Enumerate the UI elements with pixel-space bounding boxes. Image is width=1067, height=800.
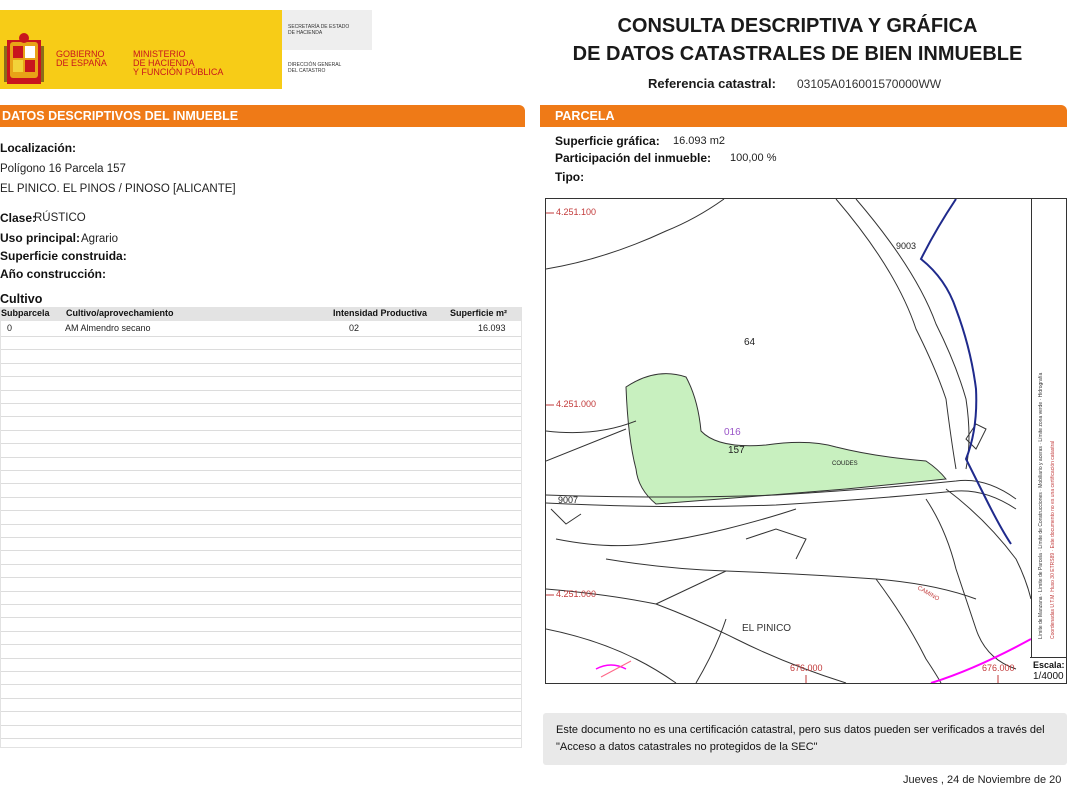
disclaimer-text: Este documento no es una certificación catastral, pero sus datos pueden ser verificados a través del "Acceso a datos catastrales no protegidos de la SEC" — [556, 724, 1045, 753]
label-camino: CAMINO — [916, 585, 940, 603]
ministry-label: MINISTERIO DE HACIENDA Y FUNCIÓN PÚBLICA — [133, 49, 224, 77]
participacion-label: Participación del inmueble: — [555, 151, 712, 165]
cell-cultivo: AM Almendro secano — [65, 323, 151, 333]
table-row-line — [1, 497, 521, 498]
table-row-line — [1, 349, 521, 350]
ref-catastral-value: 03105A016001570000WW — [797, 77, 942, 91]
col-subparcela: Subparcela — [1, 308, 50, 318]
scale-box — [1030, 657, 1067, 684]
label-coudes: COUDES — [832, 461, 858, 467]
footer-date: Jueves , 24 de Noviembre de 20 — [903, 774, 1062, 786]
label-9007: 9007 — [558, 495, 579, 505]
table-row-line — [1, 577, 521, 578]
legend-item: Límite de Parcela — [1038, 553, 1044, 593]
sup-grafica-value: 16.093 m2 — [673, 135, 725, 147]
map-legend: Límite de Manzana · Límite de Parcela · Límite de Construcciones · Mobiliario y aceras · Límite zona verde · Hidrografía Coordenadas U.T.M. Huso 30 ETRS89 · Este documento no es una certificación catastral — [1031, 199, 1067, 683]
coord-mid: 4.251.000 — [556, 399, 597, 409]
cell-intensidad: 02 — [349, 323, 360, 333]
poligono-number: 016 — [724, 427, 741, 438]
table-row-line — [1, 711, 521, 712]
table-row-line — [1, 617, 521, 618]
table-row — [1, 323, 521, 335]
table-row-line — [1, 336, 521, 337]
localizacion-label: Localización: — [0, 141, 77, 155]
table-row-line — [1, 671, 521, 672]
label-64: 64 — [744, 337, 756, 348]
table-row-line — [1, 470, 521, 471]
table-row-line — [1, 591, 521, 592]
uso-label: Uso principal: — [0, 231, 81, 245]
direccion-label: DIRECCIÓN GENERAL DEL CATASTRO — [288, 62, 342, 74]
cell-subparcela: 0 — [7, 323, 13, 333]
localizacion-line1: Polígono 16 Parcela 157 — [0, 163, 126, 175]
table-row-line — [1, 403, 521, 404]
uso-value: Agrario — [81, 233, 119, 245]
table-row-line — [1, 698, 521, 699]
cadastral-map[interactable] — [545, 198, 1067, 684]
secretaria-label: SECRETARÍA DE ESTADO DE HACIENDA — [288, 24, 350, 36]
table-row-line — [1, 738, 521, 739]
table-row-line — [1, 376, 521, 377]
table-row-line — [1, 457, 521, 458]
table-row-line — [1, 443, 521, 444]
coord-bottom-right: 676.000 — [982, 663, 1015, 673]
legend-item: Hidrografía — [1038, 372, 1044, 398]
table-row-line — [1, 684, 521, 685]
anio-construccion-label: Año construcción: — [0, 267, 107, 281]
map-drawing — [546, 199, 1031, 683]
col-superficie: Superficie m² — [450, 308, 508, 318]
legend-disclaimer: Este documento no es una certificación catastral — [1050, 440, 1056, 549]
table-row-line — [1, 631, 521, 632]
table-row-line — [1, 524, 521, 525]
tipo-label: Tipo: — [555, 170, 585, 184]
clase-label: Clase: — [0, 211, 37, 225]
label-9003: 9003 — [896, 241, 917, 251]
legend-item: Límite zona verde — [1038, 401, 1044, 442]
scale-value: 1/4000 — [1033, 671, 1064, 682]
cultivo-table — [0, 307, 522, 748]
table-row-line — [1, 416, 521, 417]
cell-superficie: 16.093 — [478, 323, 506, 333]
table-row-line — [1, 550, 521, 551]
legend-coords: Coordenadas U.T.M. Huso 30 ETRS89 — [1050, 552, 1056, 639]
parcela-header: PARCELA — [540, 105, 1067, 127]
secretaria-box — [282, 10, 372, 89]
datos-descriptivos-header: DATOS DESCRIPTIVOS DEL INMUEBLE — [0, 105, 525, 127]
table-row-line — [1, 363, 521, 364]
participacion-value: 100,00 % — [730, 152, 777, 164]
table-row-line — [1, 604, 521, 605]
disclaimer-notice — [543, 713, 1067, 765]
coord-bottom-left: 676.000 — [790, 663, 823, 673]
table-row-line — [1, 658, 521, 659]
ref-catastral-label: Referencia catastral: — [648, 76, 776, 91]
table-row-line — [1, 564, 521, 565]
scale-label: Escala: — [1033, 660, 1065, 670]
table-row-line — [1, 725, 521, 726]
cultivo-title: Cultivo — [0, 292, 43, 306]
col-intensidad: Intensidad Productiva — [333, 308, 428, 318]
label-el-pinico: EL PINICO — [742, 623, 792, 634]
coord-top: 4.251.100 — [556, 207, 597, 217]
legend-item: Mobiliario y aceras — [1038, 446, 1044, 488]
table-row-line — [1, 483, 521, 484]
gov-label: GOBIERNO DE ESPAÑA — [56, 49, 107, 68]
coord-low: 4.251.000 — [556, 589, 597, 599]
table-row-line — [1, 510, 521, 511]
table-row-line — [1, 390, 521, 391]
parcel-number: 157 — [728, 445, 745, 456]
legend-item: Límite de Manzana — [1038, 596, 1044, 639]
government-logo — [0, 10, 282, 89]
localizacion-line2: EL PINICO. EL PINOS / PINOSO [ALICANTE] — [0, 183, 236, 195]
table-row-line — [1, 430, 521, 431]
clase-value: RÚSTICO — [34, 212, 86, 224]
superficie-construida-label: Superficie construida: — [0, 249, 127, 263]
table-row-line — [1, 537, 521, 538]
coat-of-arms-icon — [4, 32, 44, 88]
page-title: CONSULTA DESCRIPTIVA Y GRÁFICA DE DATOS CATASTRALES DE BIEN INMUEBLE — [572, 15, 1023, 65]
cultivo-table-header — [1, 307, 521, 321]
legend-item: Límite de Construcciones — [1038, 492, 1044, 549]
sup-grafica-label: Superficie gráfica: — [555, 134, 660, 148]
table-row-line — [1, 644, 521, 645]
col-cultivo: Cultivo/aprovechamiento — [66, 308, 174, 318]
